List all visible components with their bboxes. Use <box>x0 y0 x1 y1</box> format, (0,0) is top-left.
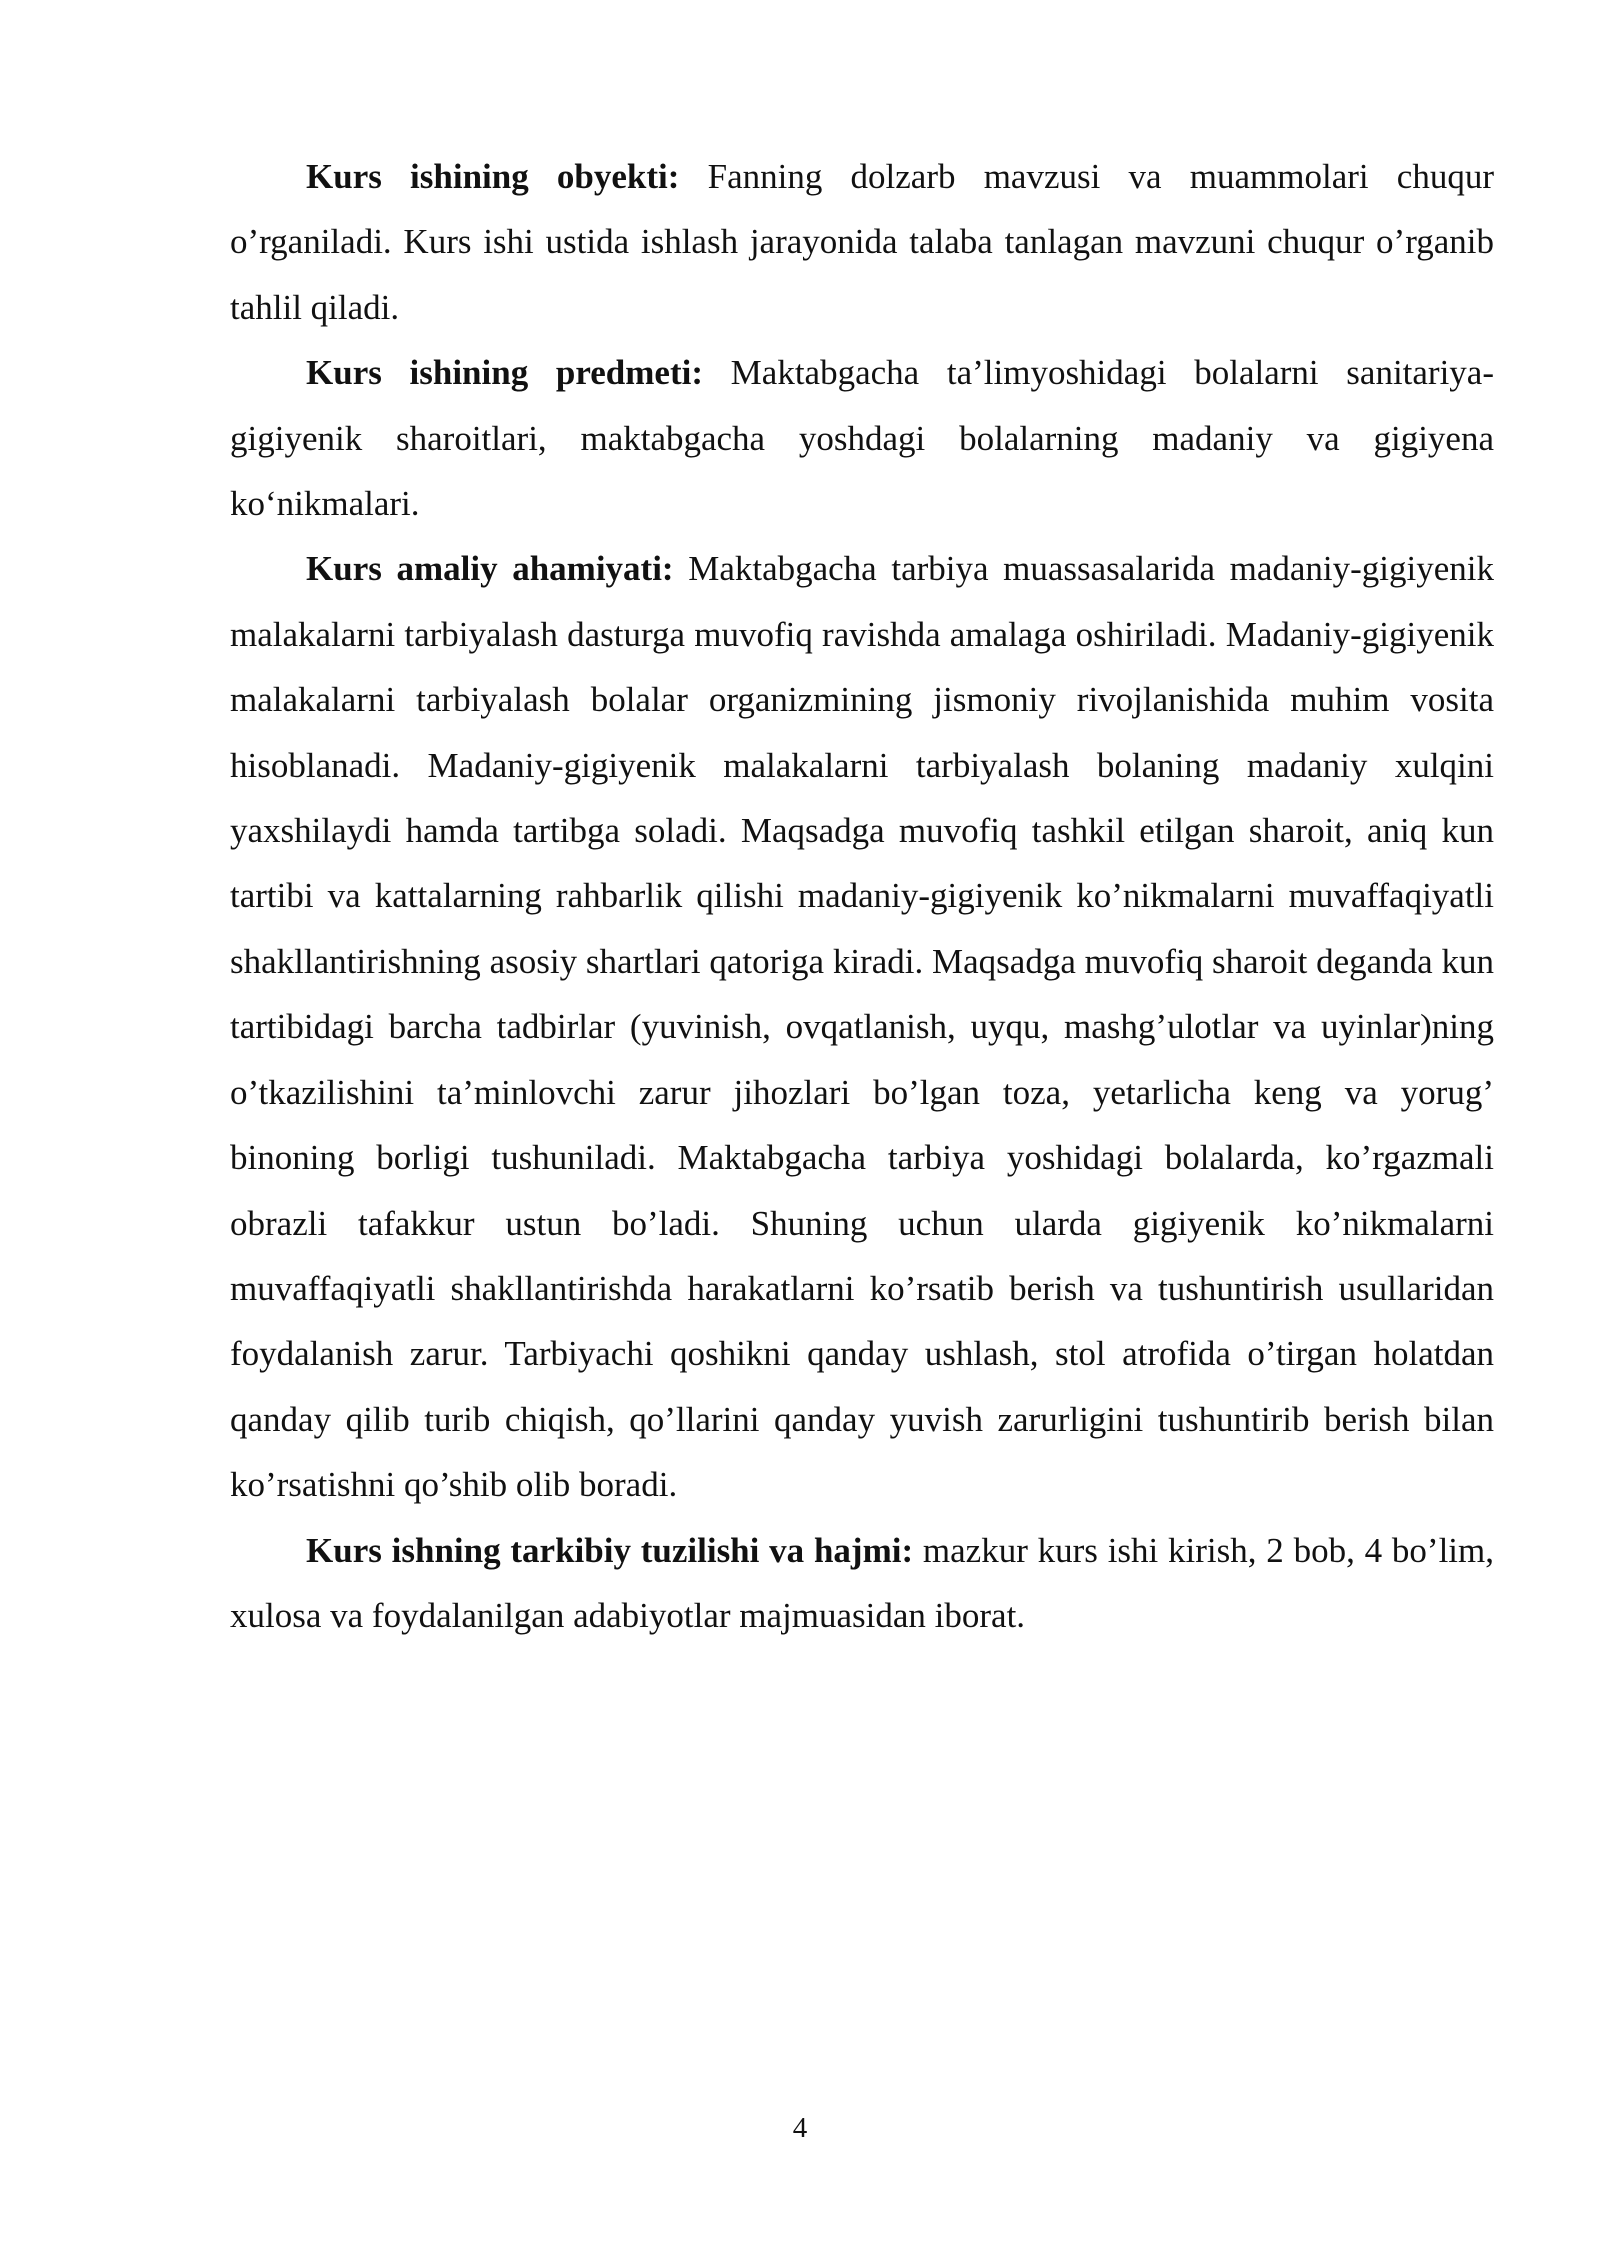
paragraph-text: Fanning dolzarb mavzusi va muammolari chuqur o’rganiladi. Kurs ishi ustida ishlash jarayonida talaba tanlagan mavzuni chuqur o’rganib tahlil qiladi. <box>230 157 1494 327</box>
paragraph-predmet <box>230 340 1494 536</box>
paragraph-obyekt <box>230 144 1494 340</box>
paragraph-heading: Kurs ishining predmeti: <box>306 353 703 393</box>
paragraph-heading: Kurs ishining obyekti: <box>306 157 680 196</box>
paragraph-amaliy-ahamiyat <box>230 536 1494 1517</box>
document-body <box>230 144 1494 1648</box>
paragraph-text: Maktabgacha tarbiya muassasalarida madaniy-gigiyenik malakalarni tarbiyalash dasturga muvofiq ravishda amalaga oshiriladi. Madaniy-gigiyenik malakalarni tarbiyalash bolalar organizmining jismoniy rivojlanishida muhim vosita hisoblanadi. Madaniy-gigiyenik malakalarni tarbiyalash bolaning madaniy xulqini yaxshilaydi hamda tartibga soladi. Maqsadga muvofiq tashkil etilgan sharoit, aniq kun tartibi va kattalarning rahbarlik qilishi madaniy-gigiyenik ko’nikmalarni muvaffaqiyatli shakllantirishning asosiy shartlari qatoriga kiradi. Maqsadga muvofiq sharoit deganda kun tartibidagi barcha tadbirlar (yuvinish, ovqatlanish, uyqu, mashg’ulotlar va uyinlar)ning o’tkazilishini ta’minlovchi zarur jihozlari bo’lgan toza, yetarlicha keng va yorug’ binoning borligi tushuniladi. Maktabgacha tarbiya yoshidagi bolalarda, ko’rgazmali obrazli tafakkur ustun bo’ladi. Shuning uchun ularda gigiyenik ko’nikmalarni muvaffaqiyatli shakllantirishda harakatlarni ko’rsatib berish va tushuntirish usullaridan foydalanish zarur. Tarbiyachi qoshikni qanday ushlash, stol atrofida o’tirgan holatdan qanday qilib turib chiqish, qo’llarini qanday yuvish zarurligini tushuntirib berish bilan ko’rsatishni qo’shib olib boradi. <box>230 549 1495 1505</box>
page-number: 4 <box>792 2112 808 2144</box>
paragraph-heading: Kurs amaliy ahamiyati: <box>306 549 674 589</box>
paragraph-tuzilish <box>230 1518 1494 1649</box>
paragraph-heading: Kurs ishning tarkibiy tuzilishi va hajmi: <box>306 1530 914 1570</box>
paragraph-text: Maktabgacha ta’limyoshidagi bolalarni sanitariya-gigiyenik sharoitlari, maktabgacha yoshdagi bolalarning madaniy va gigiyena ko‘nikmalari. <box>230 353 1494 524</box>
paragraph-text: mazkur kurs ishi kirish, 2 bob, 4 bo’lim, xulosa va foydalanilgan adabiyotlar majmuasidan iborat. <box>230 1530 1494 1635</box>
